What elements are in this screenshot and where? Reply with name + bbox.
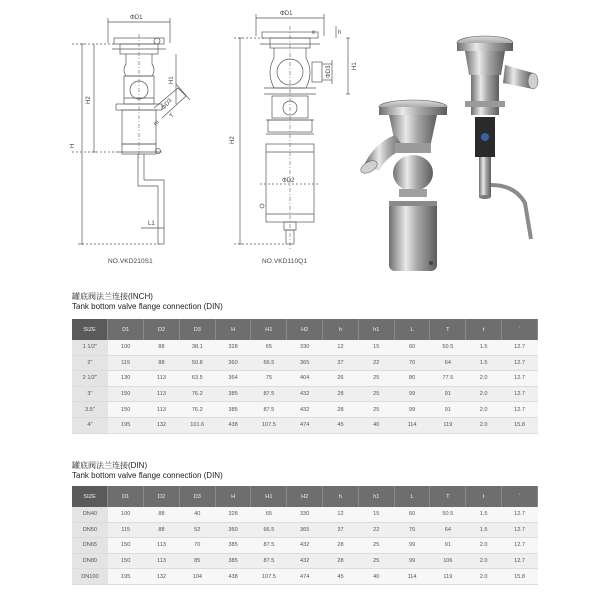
drawing-caption-middle: NO.VKD110Q1: [262, 258, 308, 265]
value-cell: 22: [358, 355, 394, 371]
value-cell: 113: [144, 371, 180, 387]
column-header: H1: [251, 319, 287, 340]
value-cell: 28: [323, 386, 359, 402]
value-cell: 88: [144, 340, 180, 355]
value-cell: 76.2: [179, 402, 215, 418]
value-cell: 50.8: [179, 355, 215, 371]
table-din-title: [72, 461, 223, 480]
value-cell: 2.0: [466, 569, 502, 585]
value-cell: 80: [394, 371, 430, 387]
value-cell: 28: [323, 538, 359, 554]
column-header: D3: [179, 319, 215, 340]
value-cell: 328: [215, 340, 251, 355]
value-cell: 107.5: [251, 569, 287, 585]
value-cell: 130: [108, 371, 144, 387]
value-cell: 115: [108, 522, 144, 538]
dim-h2-label: H2: [86, 96, 92, 104]
column-header: `: [502, 319, 538, 340]
value-cell: 432: [287, 402, 323, 418]
dim-d1-label-mid: ΦD1: [280, 11, 293, 17]
spec-table-din: [72, 486, 538, 585]
size-cell: 2": [72, 355, 108, 371]
table-inch-title: [72, 292, 223, 311]
column-header: H: [215, 319, 251, 340]
value-cell: 132: [144, 417, 180, 433]
value-cell: 330: [287, 340, 323, 355]
value-cell: 115: [108, 355, 144, 371]
table-row: [72, 355, 538, 371]
value-cell: 75: [251, 371, 287, 387]
value-cell: 12.7: [502, 402, 538, 418]
value-cell: 63.5: [179, 371, 215, 387]
column-header: `: [502, 486, 538, 507]
table-inch-title-en: Tank bottom valve flange connection (DIN): [72, 301, 223, 311]
value-cell: 25: [358, 402, 394, 418]
value-cell: 25: [358, 371, 394, 387]
dim-m-label: m: [152, 119, 161, 128]
value-cell: 365: [287, 522, 323, 538]
value-cell: 100: [108, 507, 144, 522]
table-din-title-cn: 罐底阀法兰连接(DIN): [72, 461, 148, 470]
column-header: t: [466, 486, 502, 507]
value-cell: 99: [394, 386, 430, 402]
value-cell: 12: [323, 340, 359, 355]
column-header: D1: [108, 486, 144, 507]
value-cell: 77.5: [430, 371, 466, 387]
value-cell: 432: [287, 538, 323, 554]
value-cell: 12.7: [502, 340, 538, 355]
value-cell: 113: [144, 386, 180, 402]
value-cell: 432: [287, 553, 323, 569]
value-cell: 12.7: [502, 538, 538, 554]
column-header: H2: [287, 319, 323, 340]
value-cell: 360: [215, 522, 251, 538]
table-row: [72, 340, 538, 355]
value-cell: 88: [144, 522, 180, 538]
value-cell: 474: [287, 569, 323, 585]
drawing-vkd110q1: [220, 4, 360, 262]
value-cell: 12.7: [502, 386, 538, 402]
table-row: [72, 522, 538, 538]
dim-d3-label: ΦD3: [160, 97, 174, 112]
size-cell: 3.5": [72, 402, 108, 418]
value-cell: 22: [358, 522, 394, 538]
value-cell: 365: [287, 355, 323, 371]
value-cell: 2.0: [466, 538, 502, 554]
value-cell: 66.5: [251, 355, 287, 371]
value-cell: 101.6: [179, 417, 215, 433]
value-cell: 12.7: [502, 355, 538, 371]
value-cell: 195: [108, 417, 144, 433]
value-cell: 119: [430, 417, 466, 433]
value-cell: 432: [287, 386, 323, 402]
column-header: h: [323, 319, 359, 340]
drawing-vkd210s1: [60, 8, 210, 263]
value-cell: 85: [179, 553, 215, 569]
value-cell: 364: [215, 371, 251, 387]
drawing-caption-left: NO.VKD210S1: [108, 258, 153, 265]
column-header: H: [215, 486, 251, 507]
column-header: SIZE: [72, 319, 108, 340]
value-cell: 113: [144, 538, 180, 554]
column-header: D2: [144, 486, 180, 507]
value-cell: 385: [215, 402, 251, 418]
table-row: [72, 569, 538, 585]
value-cell: 15: [358, 340, 394, 355]
column-header: h: [323, 486, 359, 507]
value-cell: 2.0: [466, 371, 502, 387]
value-cell: 385: [215, 553, 251, 569]
table-header-row: [72, 319, 538, 340]
dim-h1-label-mid: H1: [352, 62, 358, 70]
value-cell: 70: [179, 538, 215, 554]
value-cell: 114: [394, 569, 430, 585]
column-header: T: [430, 319, 466, 340]
size-cell: DN50: [72, 522, 108, 538]
value-cell: 12: [323, 507, 359, 522]
value-cell: 25: [358, 538, 394, 554]
value-cell: 114: [394, 417, 430, 433]
dim-h-label-mid: h: [338, 30, 342, 36]
value-cell: 37: [323, 355, 359, 371]
column-header: L: [394, 486, 430, 507]
column-header: L: [394, 319, 430, 340]
value-cell: 99: [394, 402, 430, 418]
column-header: h1: [358, 319, 394, 340]
value-cell: 26: [323, 371, 359, 387]
value-cell: 65: [251, 507, 287, 522]
value-cell: 474: [287, 417, 323, 433]
value-cell: 2.0: [466, 553, 502, 569]
value-cell: 12.7: [502, 522, 538, 538]
value-cell: 150: [108, 553, 144, 569]
value-cell: 65: [251, 340, 287, 355]
value-cell: 12.7: [502, 507, 538, 522]
value-cell: 25: [358, 553, 394, 569]
value-cell: 2.0: [466, 417, 502, 433]
table-row: [72, 553, 538, 569]
value-cell: 1.5: [466, 340, 502, 355]
value-cell: 113: [144, 553, 180, 569]
value-cell: 1.5: [466, 355, 502, 371]
value-cell: 99: [394, 538, 430, 554]
value-cell: 113: [144, 402, 180, 418]
value-cell: 2.0: [466, 402, 502, 418]
value-cell: 60: [394, 340, 430, 355]
value-cell: 50.5: [430, 340, 466, 355]
column-header: D1: [108, 319, 144, 340]
value-cell: 385: [215, 538, 251, 554]
value-cell: 40: [179, 507, 215, 522]
value-cell: 25: [358, 386, 394, 402]
dim-t-label: T: [168, 112, 176, 120]
value-cell: 64: [430, 522, 466, 538]
value-cell: 60: [394, 507, 430, 522]
value-cell: 50.5: [430, 507, 466, 522]
value-cell: 385: [215, 386, 251, 402]
column-header: H1: [251, 486, 287, 507]
value-cell: 12.7: [502, 371, 538, 387]
value-cell: 360: [215, 355, 251, 371]
value-cell: 91: [430, 386, 466, 402]
column-header: H2: [287, 486, 323, 507]
value-cell: 28: [323, 402, 359, 418]
value-cell: 87.5: [251, 386, 287, 402]
value-cell: 87.5: [251, 553, 287, 569]
table-din-title-en: Tank bottom valve flange connection (DIN): [72, 470, 223, 480]
dim-h2-label-mid: H2: [230, 136, 236, 144]
value-cell: 40: [358, 417, 394, 433]
valve-left-illustration: [359, 100, 447, 271]
table-row: [72, 402, 538, 418]
value-cell: 15.8: [502, 569, 538, 585]
value-cell: 64: [430, 355, 466, 371]
size-cell: 4": [72, 417, 108, 433]
value-cell: 106: [430, 553, 466, 569]
column-header: t: [466, 319, 502, 340]
value-cell: 76.2: [179, 386, 215, 402]
size-cell: 3": [72, 386, 108, 402]
size-cell: 2 1/2": [72, 371, 108, 387]
column-header: D2: [144, 319, 180, 340]
value-cell: 28: [323, 553, 359, 569]
table-row: [72, 417, 538, 433]
table-row: [72, 386, 538, 402]
value-cell: 99: [394, 553, 430, 569]
table-inch-title-cn: 罐底阀法兰连接(INCH): [72, 292, 153, 301]
value-cell: 70: [394, 355, 430, 371]
column-header: D3: [179, 486, 215, 507]
column-header: SIZE: [72, 486, 108, 507]
value-cell: 150: [108, 538, 144, 554]
dim-e-label-mid: e: [312, 30, 316, 36]
value-cell: 37: [323, 522, 359, 538]
dim-l1-label: L1: [148, 221, 155, 227]
value-cell: 88: [144, 355, 180, 371]
value-cell: 87.5: [251, 538, 287, 554]
size-cell: DN40: [72, 507, 108, 522]
value-cell: 70: [394, 522, 430, 538]
size-cell: DN65: [72, 538, 108, 554]
value-cell: 119: [430, 569, 466, 585]
value-cell: 45: [323, 417, 359, 433]
size-cell: DN100: [72, 569, 108, 585]
size-cell: 1 1/2": [72, 340, 108, 355]
dim-h-label: H: [70, 143, 76, 148]
value-cell: 100: [108, 340, 144, 355]
value-cell: 45: [323, 569, 359, 585]
dim-d2-label-mid: ΦD2: [282, 178, 295, 184]
table-header-row: [72, 486, 538, 507]
value-cell: 438: [215, 569, 251, 585]
value-cell: 107.5: [251, 417, 287, 433]
value-cell: 88: [144, 507, 180, 522]
column-header: T: [430, 486, 466, 507]
dim-h1-label: H1: [169, 76, 175, 84]
value-cell: 91: [430, 538, 466, 554]
value-cell: 438: [215, 417, 251, 433]
spec-table-inch: [72, 319, 538, 434]
value-cell: 40: [358, 569, 394, 585]
value-cell: 52: [179, 522, 215, 538]
product-photo: [355, 25, 555, 275]
value-cell: 195: [108, 569, 144, 585]
value-cell: 404: [287, 371, 323, 387]
value-cell: 38.1: [179, 340, 215, 355]
value-cell: 330: [287, 507, 323, 522]
value-cell: 132: [144, 569, 180, 585]
value-cell: 91: [430, 402, 466, 418]
table-row: [72, 538, 538, 554]
value-cell: 328: [215, 507, 251, 522]
table-row: [72, 507, 538, 522]
size-cell: DN80: [72, 553, 108, 569]
value-cell: 15: [358, 507, 394, 522]
value-cell: 104: [179, 569, 215, 585]
value-cell: 87.5: [251, 402, 287, 418]
value-cell: 1.5: [466, 522, 502, 538]
value-cell: 150: [108, 402, 144, 418]
value-cell: 150: [108, 386, 144, 402]
dim-d3-label-mid: ΦD3: [326, 65, 332, 78]
column-header: h1: [358, 486, 394, 507]
value-cell: 1.5: [466, 507, 502, 522]
value-cell: 2.0: [466, 386, 502, 402]
value-cell: 15.8: [502, 417, 538, 433]
table-row: [72, 371, 538, 387]
dim-d1-label: ΦD1: [130, 15, 143, 21]
value-cell: 12.7: [502, 553, 538, 569]
valve-right-illustration: [457, 36, 538, 239]
value-cell: 66.5: [251, 522, 287, 538]
